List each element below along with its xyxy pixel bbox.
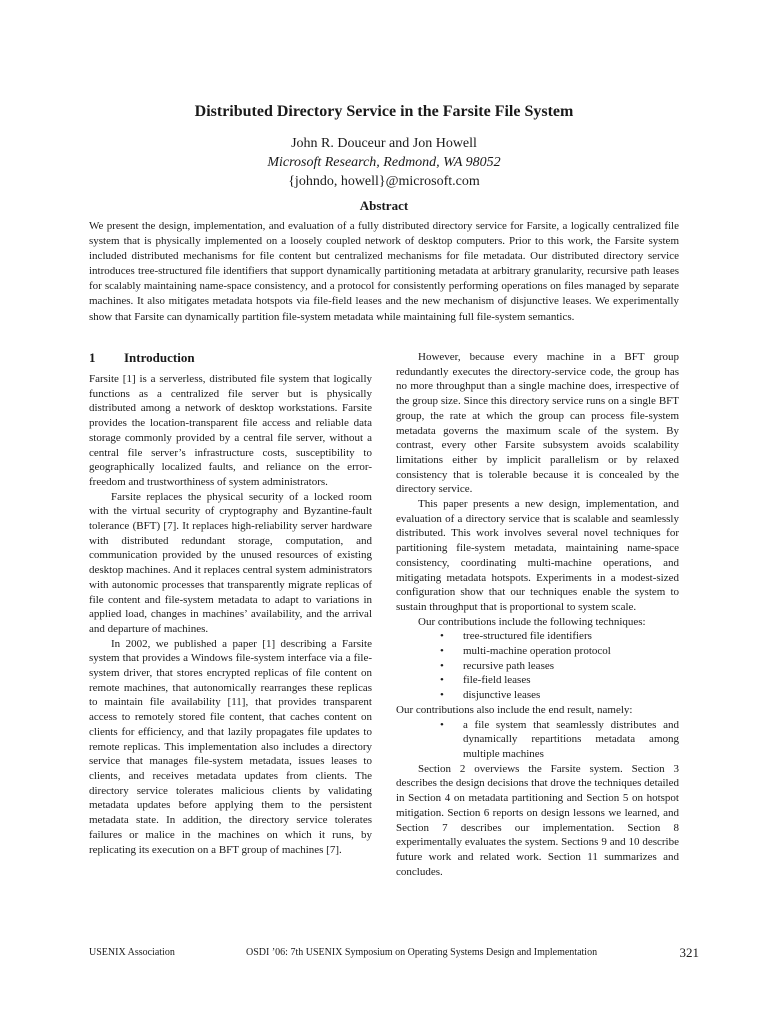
footer-publisher: USENIX Association bbox=[89, 947, 175, 958]
abstract-text: We present the design, implementation, and evaluation of a fully distributed directory service for Farsite, a logically centralized file system that is physically implemented on a loosely coupled network of desktop computers. Prior to this work, the Farsite system included distributed mechanisms for file content but centralized mechanisms for file metadata. Our distributed directory service introduces tree-structured file identifiers that support dynamically partitioning metadata at arbitrary granularity, recursive path leases for scalably maintaining name-space consistency, and a protocol for consistently performing operations on files managed by separate machines. It also mitigates metadata hotspots via file-field leases and the new mechanism of disjunctive leases. We experimentally show that Farsite can dynamically partition file-system metadata while maintaining full file-system semantics. bbox=[89, 220, 679, 323]
paragraph: Farsite replaces the physical security of a locked room with the virtual security of cryptography and Byzantine-fault tolerance (BFT) [7]. It replaces high-reliability server hardware with distributed redundant storage, computation, and communication provided by the unused resources of existing desktop machines. And it replaces central system administrators with autonomic processes that transparently migrate replicas of file content and file-system metadata to adapt to variations in applied load, changes in machines’ availability, and the arrival and departure of machines. bbox=[89, 490, 372, 635]
footer-venue: OSDI ’06: 7th USENIX Symposium on Operating Systems Design and Implementation bbox=[246, 947, 598, 958]
paragraph: In 2002, we published a paper [1] describing a Farsite system that provides a Windows file-system interface via a file-system driver, that stores encrypted replicas of file content on remote machines, that autonomically rearranges these replicas to maintain file availability [11], that provides transparent access to remotely stored file content, that caches content on clients for efficiency, and that lazily propagates file updates to remote replicas. This implementation also includes a directory service that manages file-system metadata, issues leases to clients, and receives metadata updates from clients. The directory service tolerates malicious clients by validating metadata updates before applying them to the persistent metadata state. In addition, the directory service tolerates failures or malice in the machines on which it runs, by replicating its execution on a BFT group of machines [7]. bbox=[89, 637, 372, 856]
section-title: Introduction bbox=[124, 350, 195, 365]
paragraph: Our contributions also include the end result, namely: bbox=[396, 703, 633, 716]
list-item: • file-field leases bbox=[396, 673, 679, 688]
paragraph: Our contributions include the following techniques: bbox=[418, 615, 646, 628]
paragraph: This paper presents a new design, implementation, and evaluation of a directory service that is scalable and seamlessly distributed. This work involves several novel techniques for partitioning file-system metadata, maintaining name-space consistency, coordinating multi-machine operations, and mitigating metadata hotspots. Experiments in a modest-sized configuration show that our techniques enable the system to sustain throughput that is proportional to system scale. bbox=[396, 498, 679, 613]
author-emails: {johndo, howell}@microsoft.com bbox=[288, 174, 480, 189]
list-item: • a file system that seamlessly distributes and dynamically repartitions metadata among multiple machines bbox=[396, 718, 679, 762]
author-names: John R. Douceur and Jon Howell bbox=[291, 136, 477, 151]
abstract-heading: Abstract bbox=[359, 198, 409, 213]
section-number: 1 bbox=[89, 350, 96, 365]
list-item: • tree-structured file identifiers bbox=[396, 629, 679, 644]
list-item: • recursive path leases bbox=[396, 659, 679, 674]
paragraph: Farsite [1] is a serverless, distributed file system that logically functions as a centralized file server but is physically distributed among a network of desktop workstations. Farsite provides the location-transparent file access and reliable data storage commonly provided by a central file server, without a central file server’s infrastructure costs, susceptibility to geographically localized faults, and reliance on the error-freedom and trustworthiness of system administrators. bbox=[89, 373, 372, 488]
page-number: 321 bbox=[679, 945, 699, 960]
page-footer bbox=[89, 945, 699, 961]
list-item: • multi-machine operation protocol bbox=[396, 644, 679, 659]
right-column bbox=[396, 350, 679, 879]
paragraph: However, because every machine in a BFT group redundantly executes the directory-service code, the group has no more throughput than a single machine does, irrespective of the group size. Since this directory service runs on a single BFT group, the rate at which the group can process file-system metadata governs the maximum scale of the system. By contrast, every other Farsite subsystem avoids scalability limitations either by implicit parallelism or by relaxed consistency that is tolerable because it is concealed by the directory service. bbox=[396, 351, 679, 496]
author-block bbox=[0, 134, 768, 191]
list-item: • disjunctive leases bbox=[396, 688, 679, 703]
results-list bbox=[396, 718, 679, 762]
paper-title: Distributed Directory Service in the Farsite File System bbox=[194, 103, 574, 120]
paragraph: Section 2 overviews the Farsite system. Section 3 describes the design decisions that drove the techniques detailed in Section 4 on metadata partitioning and Section 5 on hotspot mitigation. Section 6 reports on design lessons we learned, and Section 7 describes our implementation. Section 8 experimentally evaluates the system. Sections 9 and 10 describe future work and related work. Section 11 summarizes and concludes. bbox=[396, 762, 679, 878]
section-heading bbox=[89, 350, 372, 366]
left-column bbox=[89, 350, 372, 857]
techniques-list bbox=[396, 629, 679, 703]
author-affiliation: Microsoft Research, Redmond, WA 98052 bbox=[267, 155, 501, 170]
